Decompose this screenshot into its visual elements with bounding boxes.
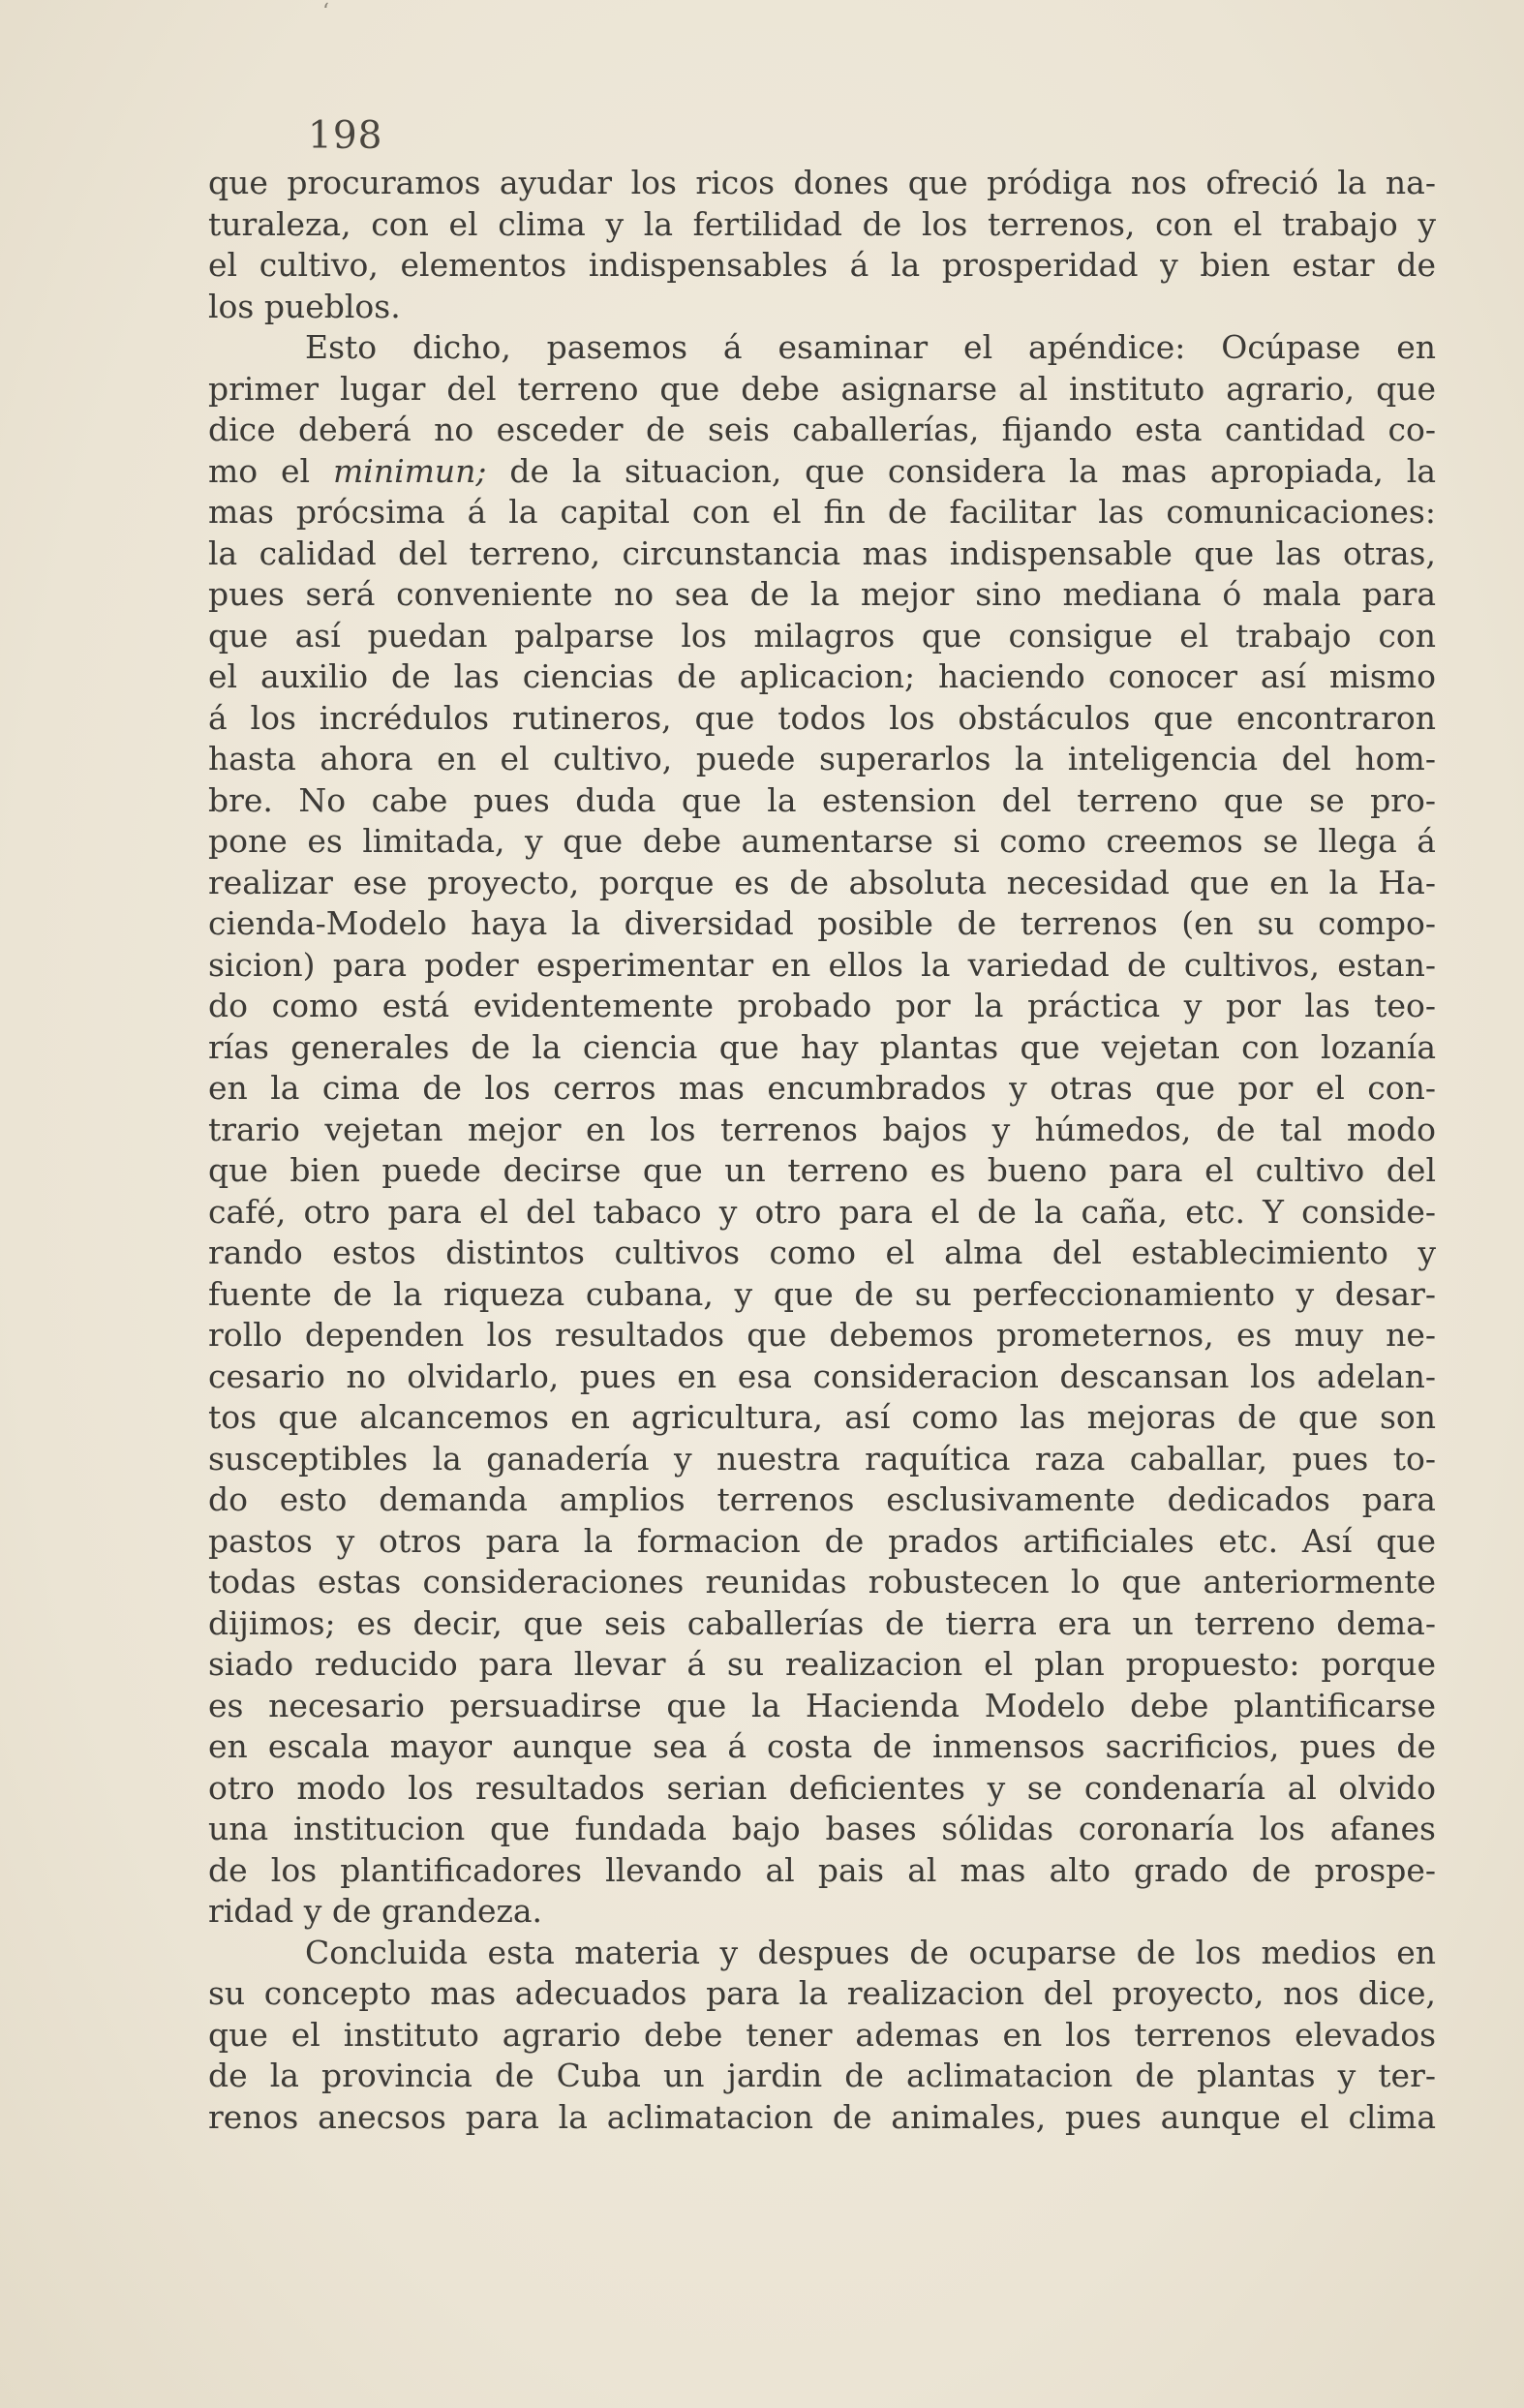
text-line: ridad y de grandeza. — [208, 1892, 543, 1930]
italic-term: minimun; — [332, 451, 487, 490]
text-line: bre. No cabe pues duda que la estension del terreno que se pro- — [208, 780, 1436, 819]
text-line: todas estas consideraciones reunidas robustecen lo que anteriormente — [208, 1563, 1436, 1600]
text-segment: de la situacion, que considera la mas apropiada, la — [486, 451, 1436, 490]
text-line: el cultivo, elementos indispensables á la prosperidad y bien estar de — [208, 246, 1436, 284]
text-line: mas prócsima á la capital con el fin de facilitar las comunicaciones: — [208, 493, 1436, 531]
text-line: cesario no olvidarlo, pues en esa consideracion descansan los adelan- — [208, 1356, 1436, 1395]
text-line: fuente de la riqueza cubana, y que de su perfeccionamiento y desar- — [208, 1274, 1436, 1313]
page-number: 198 — [308, 114, 383, 158]
paragraph-start-line: Esto dicho, pasemos á esaminar el apéndice: Ocúpase en — [305, 328, 1436, 366]
text-line: de la provincia de Cuba un jardin de aclimatacion de plantas y ter- — [208, 2057, 1436, 2094]
text-line: do esto demanda amplios terrenos esclusivamente dedicados para — [208, 1480, 1436, 1518]
text-line: cienda-Modelo haya la diversidad posible de terrenos (en su compo- — [208, 904, 1436, 942]
text-line: rollo dependen los resultados que debemos prometernos, es muy ne- — [208, 1316, 1436, 1354]
text-line: que el instituto agrario debe tener ademas en los terrenos elevados — [208, 2015, 1436, 2054]
text-line: turaleza, con el clima y la fertilidad de los terrenos, con el trabajo y — [208, 204, 1436, 243]
text-line: café, otro para el del tabaco y otro para el de la caña, etc. Y conside- — [208, 1192, 1436, 1231]
text-line: una institucion que fundada bajo bases sólidas coronaría los afanes — [208, 1810, 1436, 1847]
text-line: de los plantificadores llevando al pais al mas alto grado de prospe- — [208, 1850, 1436, 1889]
text-line: los pueblos. — [208, 287, 401, 325]
text-line: susceptibles la ganadería y nuestra raquítica raza caballar, pues to- — [208, 1439, 1436, 1478]
text-line: otro modo los resultados serian deficientes y se condenaría al olvido — [208, 1768, 1436, 1807]
text-line: siado reducido para llevar á su realizacion el plan propuesto: porque — [208, 1645, 1436, 1683]
text-segment: mo el — [208, 451, 311, 490]
text-line: rías generales de la ciencia que hay plantas que vejetan con lozanía — [208, 1027, 1436, 1066]
text-line: es necesario persuadirse que la Hacienda Modelo debe plantificarse — [208, 1686, 1436, 1724]
text-line: renos anecsos para la aclimatacion de animales, pues aunque el clima — [208, 2097, 1436, 2136]
paragraph-start-line: Concluida esta materia y despues de ocuparse de los medios en — [305, 1933, 1436, 1971]
body-text — [208, 163, 1436, 2138]
text-line: rando estos distintos cultivos como el alma del establecimiento y — [208, 1234, 1436, 1271]
text-line: pastos y otros para la formacion de prados artificiales etc. Así que — [208, 1521, 1436, 1560]
text-line: trario vejetan mejor en los terrenos bajos y húmedos, de tal modo — [208, 1110, 1436, 1148]
text-line: sicion) para poder esperimentar en ellos la variedad de cultivos, estan- — [208, 945, 1436, 984]
text-line: en escala mayor aunque sea á costa de inmensos sacrificios, pues de — [208, 1727, 1436, 1765]
text-line: pues será conveniente no sea de la mejor sino mediana ó mala para — [208, 575, 1436, 613]
text-line: su concepto mas adecuados para la realizacion del proyecto, nos dice, — [208, 1974, 1436, 2012]
top-mark: ‘ — [322, 0, 329, 24]
text-line: que bien puede decirse que un terreno es bueno para el cultivo del — [208, 1151, 1436, 1189]
text-line: en la cima de los cerros mas encumbrados y otras que por el con- — [208, 1069, 1436, 1107]
text-line: que procuramos ayudar los ricos dones que pródiga nos ofreció la na- — [208, 164, 1436, 201]
text-line: do como está evidentemente probado por la práctica y por las teo- — [208, 987, 1436, 1024]
text-line: la calidad del terreno, circunstancia mas indispensable que las otras, — [208, 533, 1436, 572]
text-line: que así puedan palparse los milagros que consigue el trabajo con — [208, 616, 1436, 655]
text-line: dijimos; es decir, que seis caballerías de tierra era un terreno dema- — [208, 1603, 1436, 1642]
text-line: primer lugar del terreno que debe asignarse al instituto agrario, que — [208, 369, 1436, 408]
text-line: á los incrédulos rutineros, que todos los obstáculos que encontraron — [208, 698, 1436, 737]
text-line: dice deberá no esceder de seis caballerías, fijando esta cantidad co- — [208, 411, 1436, 448]
text-line: el auxilio de las ciencias de aplicacion; haciendo conocer así mismo — [208, 657, 1436, 695]
text-line: realizar ese proyecto, porque es de absoluta necesidad que en la Ha- — [208, 863, 1436, 901]
text-line: hasta ahora en el cultivo, puede superarlos la inteligencia del hom- — [208, 740, 1436, 777]
text-line-mixed — [208, 451, 1436, 493]
text-line: tos que alcancemos en agricultura, así como las mejoras de que son — [208, 1398, 1436, 1436]
text-line: pone es limitada, y que debe aumentarse si como creemos se llega á — [208, 822, 1436, 860]
